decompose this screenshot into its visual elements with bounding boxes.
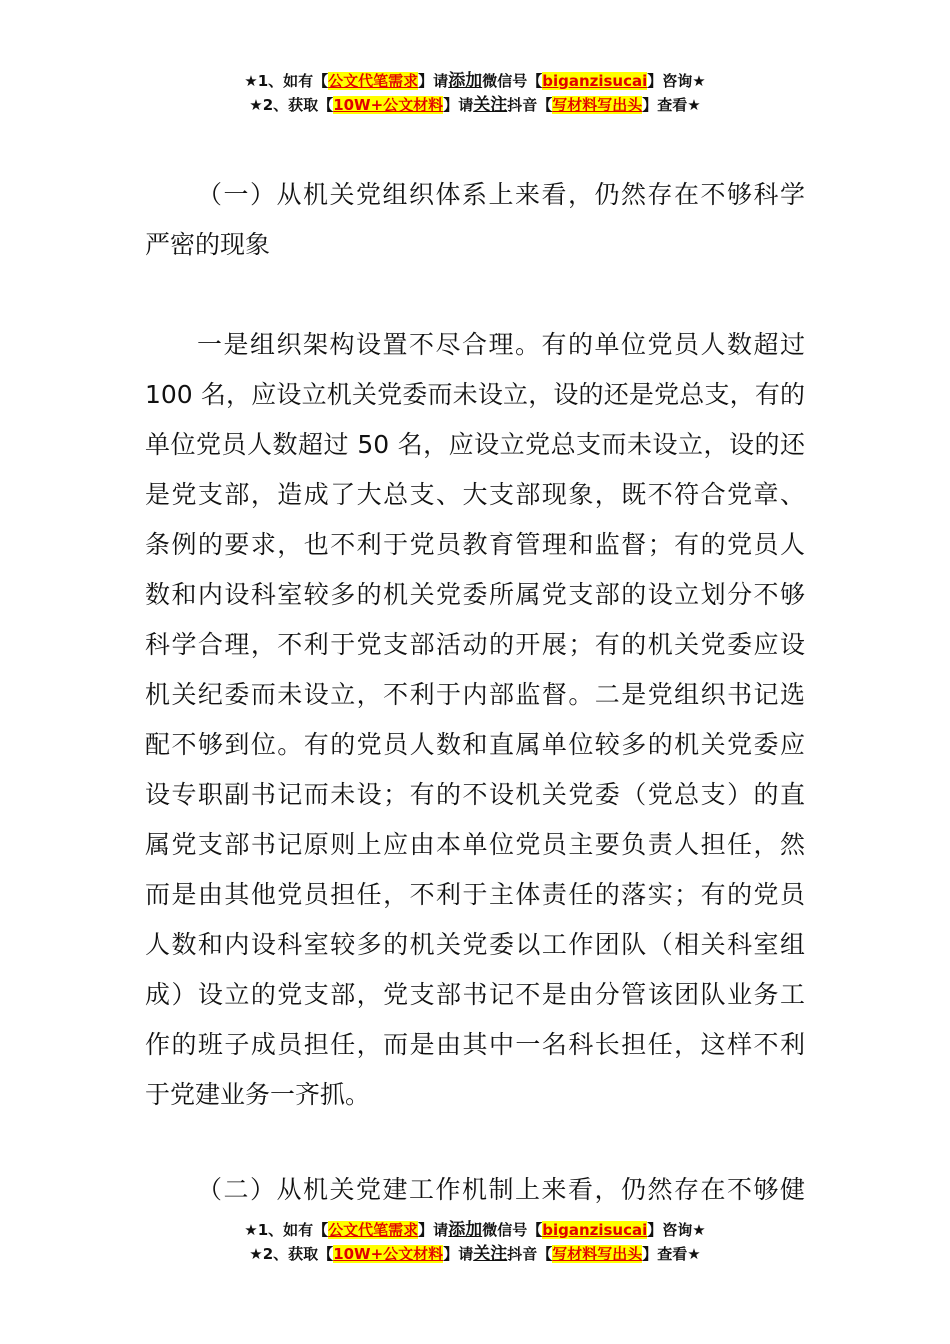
text-line: 于党建业务一齐抓。 bbox=[145, 1080, 371, 1109]
banner-highlight: 公文代笔需求 bbox=[328, 1221, 419, 1239]
banner-text: 抖音【 bbox=[507, 1245, 553, 1263]
text-line: 成）设立的党支部，党支部书记不是由分管该团队业务工 bbox=[145, 980, 805, 1009]
text-line: 而是由其他党员担任，不利于主体责任的落实；有的党员 bbox=[145, 880, 805, 909]
text-line: 单位党员人数超过 50 名，应设立党总支而未设立，设的还 bbox=[145, 430, 805, 459]
header-banner bbox=[0, 69, 950, 117]
banner-text: 】咨询★ bbox=[647, 1221, 706, 1239]
text-line: 机关纪委而未设立，不利于内部监督。二是党组织书记选 bbox=[145, 680, 805, 709]
banner-highlight: 10W+公文材料 bbox=[333, 1245, 444, 1263]
banner-text: 】请 bbox=[443, 96, 474, 114]
banner-text: 】咨询★ bbox=[647, 72, 706, 90]
banner-highlight: 写材料写出头 bbox=[552, 1245, 643, 1263]
banner-highlight: biganzisucai bbox=[542, 72, 648, 90]
banner-text: 】请 bbox=[418, 72, 449, 90]
banner-line-2 bbox=[0, 1242, 950, 1266]
text-line: 100 名，应设立机关党委而未设立，设的还是党总支，有的 bbox=[145, 380, 805, 409]
text-line: 科学合理，不利于党支部活动的开展；有的机关党委应设 bbox=[145, 630, 805, 659]
section-heading-1 bbox=[145, 170, 805, 270]
heading-line: 严密的现象 bbox=[145, 230, 271, 259]
banner-highlight: 10W+公文材料 bbox=[333, 96, 444, 114]
paragraph-1 bbox=[145, 320, 805, 1120]
banner-highlight: biganzisucai bbox=[542, 1221, 648, 1239]
text-line: 数和内设科室较多的机关党委所属党支部的设立划分不够 bbox=[145, 580, 805, 609]
banner-underline: 关注 bbox=[473, 1244, 508, 1264]
banner-line-1 bbox=[0, 69, 950, 93]
banner-text: 抖音【 bbox=[507, 96, 553, 114]
text-line: 条例的要求，也不利于党员教育管理和监督；有的党员人 bbox=[145, 530, 805, 559]
heading-line: （一）从机关党组织体系上来看，仍然存在不够科学 bbox=[197, 180, 805, 209]
banner-text: ★2、获取【 bbox=[249, 1245, 334, 1263]
banner-text: 】请 bbox=[443, 1245, 474, 1263]
text-line: 作的班子成员担任，而是由其中一名科长担任，这样不利 bbox=[145, 1030, 805, 1059]
banner-underline: 添加 bbox=[448, 71, 483, 91]
banner-text: 】查看★ bbox=[642, 96, 701, 114]
banner-underline: 关注 bbox=[473, 95, 508, 115]
banner-highlight: 公文代笔需求 bbox=[328, 72, 419, 90]
text-line: 一是组织架构设置不尽合理。有的单位党员人数超过 bbox=[197, 330, 805, 359]
text-line: 设专职副书记而未设；有的不设机关党委（党总支）的直 bbox=[145, 780, 805, 809]
text-line: 配不够到位。有的党员人数和直属单位较多的机关党委应 bbox=[145, 730, 805, 759]
banner-text: ★1、如有【 bbox=[244, 72, 329, 90]
footer-banner bbox=[0, 1218, 950, 1266]
banner-underline: 添加 bbox=[448, 1220, 483, 1240]
banner-text: ★2、获取【 bbox=[249, 96, 334, 114]
text-line: 是党支部，造成了大总支、大支部现象，既不符合党章、 bbox=[145, 480, 805, 509]
banner-highlight: 写材料写出头 bbox=[552, 96, 643, 114]
banner-line-1 bbox=[0, 1218, 950, 1242]
banner-text: 】请 bbox=[418, 1221, 449, 1239]
banner-text: 微信号【 bbox=[482, 72, 543, 90]
banner-text: 微信号【 bbox=[482, 1221, 543, 1239]
heading-line: （二）从机关党建工作机制上来看，仍然存在不够健 bbox=[197, 1175, 805, 1204]
banner-text: ★1、如有【 bbox=[244, 1221, 329, 1239]
text-line: 属党支部书记原则上应由本单位党员主要负责人担任，然 bbox=[145, 830, 805, 859]
text-line: 人数和内设科室较多的机关党委以工作团队（相关科室组 bbox=[145, 930, 805, 959]
banner-text: 】查看★ bbox=[642, 1245, 701, 1263]
section-heading-2 bbox=[145, 1165, 805, 1215]
banner-line-2 bbox=[0, 93, 950, 117]
